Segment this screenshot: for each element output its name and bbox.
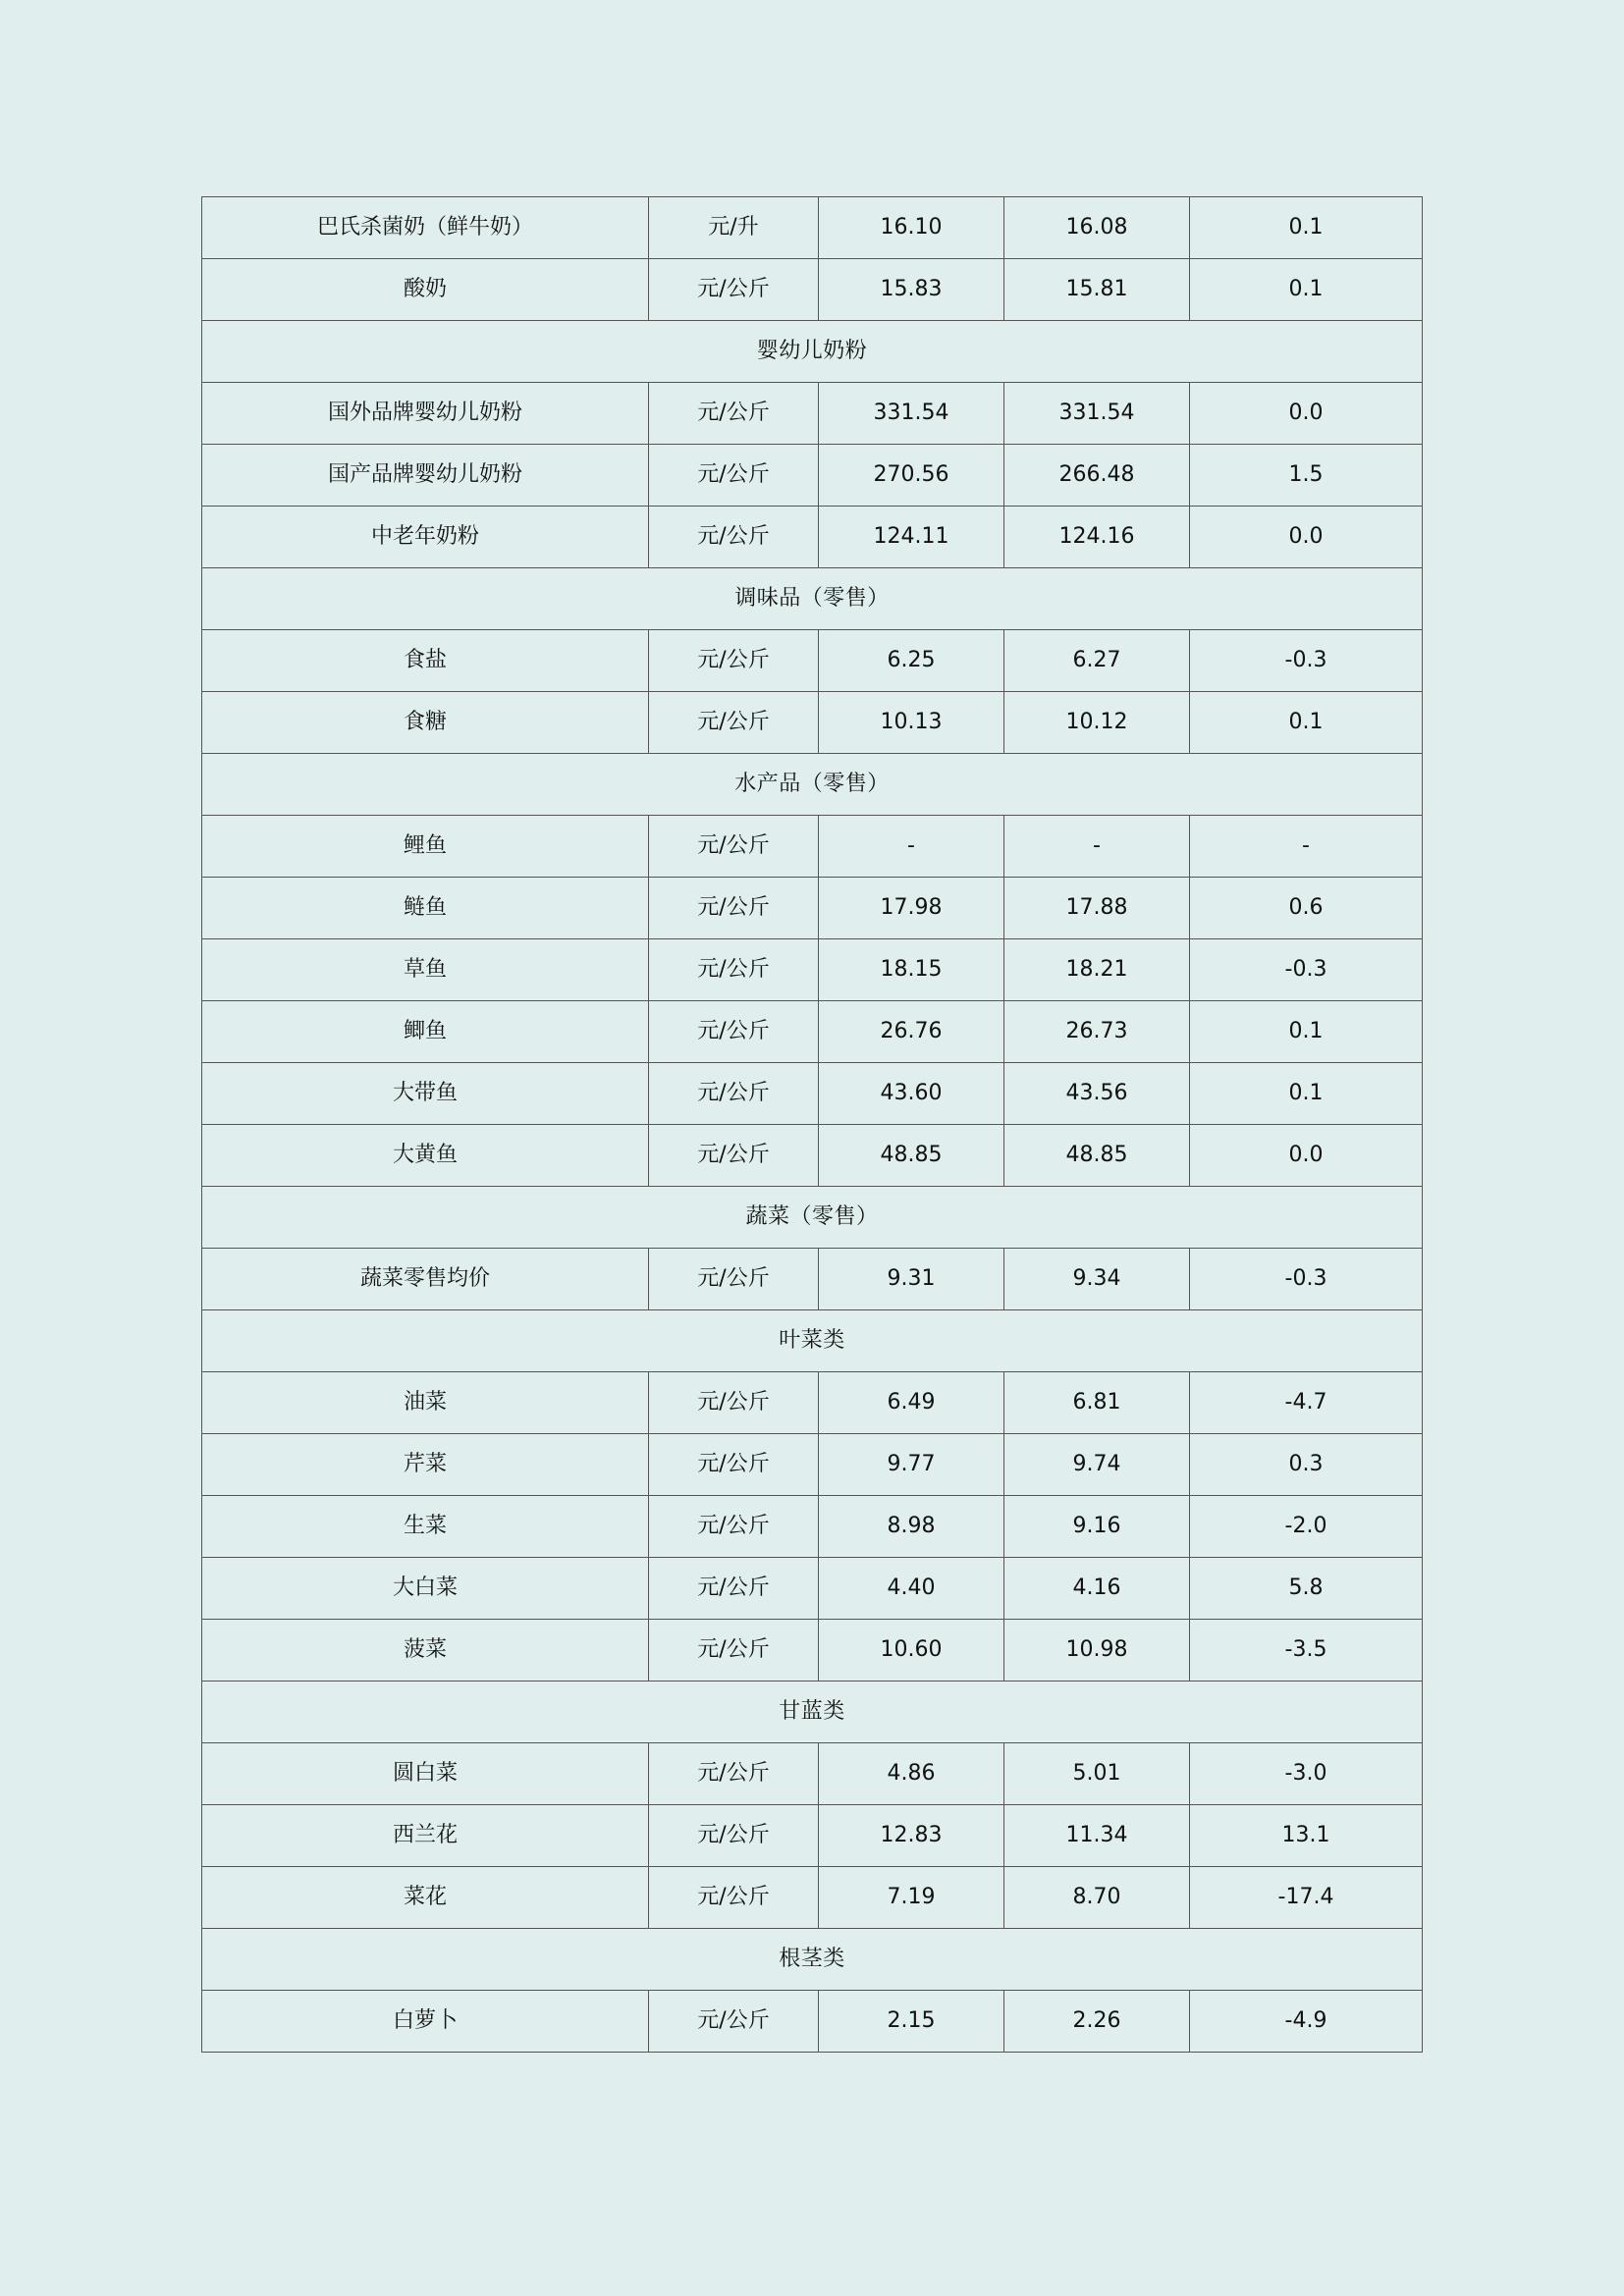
unit-cell: 元/公斤	[649, 1620, 819, 1682]
previous-price-cell: 26.73	[1004, 1001, 1190, 1063]
section-header-row	[202, 568, 1423, 630]
current-price-cell: 15.83	[819, 259, 1004, 321]
change-percent-cell: 0.3	[1190, 1434, 1423, 1496]
table-row	[202, 1620, 1423, 1682]
unit-cell: 元/升	[649, 197, 819, 259]
table-row	[202, 1867, 1423, 1929]
change-percent-cell: 0.1	[1190, 1001, 1423, 1063]
previous-price-cell: 6.81	[1004, 1372, 1190, 1434]
unit-cell: 元/公斤	[649, 1991, 819, 2053]
change-percent-cell: 5.8	[1190, 1558, 1423, 1620]
section-header-row	[202, 754, 1423, 816]
table-row	[202, 197, 1423, 259]
section-header-row	[202, 1682, 1423, 1743]
previous-price-cell: 11.34	[1004, 1805, 1190, 1867]
current-price-cell: 6.49	[819, 1372, 1004, 1434]
current-price-cell: 10.60	[819, 1620, 1004, 1682]
change-percent-cell: 1.5	[1190, 445, 1423, 507]
table-row	[202, 1496, 1423, 1558]
previous-price-cell: 16.08	[1004, 197, 1190, 259]
unit-cell: 元/公斤	[649, 383, 819, 445]
change-percent-cell: -0.3	[1190, 630, 1423, 692]
price-table-body	[202, 197, 1423, 2053]
unit-cell: 元/公斤	[649, 1001, 819, 1063]
change-percent-cell: -3.0	[1190, 1743, 1423, 1805]
change-percent-cell: 0.1	[1190, 197, 1423, 259]
current-price-cell: 48.85	[819, 1125, 1004, 1187]
previous-price-cell: 9.74	[1004, 1434, 1190, 1496]
item-name-cell: 国产品牌婴幼儿奶粉	[202, 445, 649, 507]
change-percent-cell: 0.1	[1190, 1063, 1423, 1125]
change-percent-cell: 13.1	[1190, 1805, 1423, 1867]
unit-cell: 元/公斤	[649, 507, 819, 568]
change-percent-cell: -17.4	[1190, 1867, 1423, 1929]
table-row	[202, 939, 1423, 1001]
unit-cell: 元/公斤	[649, 630, 819, 692]
section-header-row	[202, 1929, 1423, 1991]
item-name-cell: 大白菜	[202, 1558, 649, 1620]
change-percent-cell: -0.3	[1190, 939, 1423, 1001]
table-row	[202, 692, 1423, 754]
item-name-cell: 菜花	[202, 1867, 649, 1929]
change-percent-cell: -3.5	[1190, 1620, 1423, 1682]
item-name-cell: 国外品牌婴幼儿奶粉	[202, 383, 649, 445]
previous-price-cell: 8.70	[1004, 1867, 1190, 1929]
table-row	[202, 259, 1423, 321]
previous-price-cell: 43.56	[1004, 1063, 1190, 1125]
item-name-cell: 白萝卜	[202, 1991, 649, 2053]
section-title: 根茎类	[202, 1929, 1423, 1991]
unit-cell: 元/公斤	[649, 692, 819, 754]
item-name-cell: 蔬菜零售均价	[202, 1249, 649, 1310]
table-row	[202, 507, 1423, 568]
unit-cell: 元/公斤	[649, 878, 819, 939]
change-percent-cell: 0.1	[1190, 692, 1423, 754]
section-title: 婴幼儿奶粉	[202, 321, 1423, 383]
current-price-cell: 26.76	[819, 1001, 1004, 1063]
change-percent-cell: -2.0	[1190, 1496, 1423, 1558]
section-header-row	[202, 1310, 1423, 1372]
unit-cell: 元/公斤	[649, 1867, 819, 1929]
current-price-cell: 9.77	[819, 1434, 1004, 1496]
price-table	[201, 196, 1423, 2053]
table-row	[202, 1372, 1423, 1434]
change-percent-cell: 0.1	[1190, 259, 1423, 321]
previous-price-cell: 15.81	[1004, 259, 1190, 321]
current-price-cell: 2.15	[819, 1991, 1004, 2053]
previous-price-cell: 17.88	[1004, 878, 1190, 939]
table-row	[202, 1805, 1423, 1867]
current-price-cell: 331.54	[819, 383, 1004, 445]
current-price-cell: 124.11	[819, 507, 1004, 568]
unit-cell: 元/公斤	[649, 1805, 819, 1867]
current-price-cell: 270.56	[819, 445, 1004, 507]
item-name-cell: 草鱼	[202, 939, 649, 1001]
item-name-cell: 食糖	[202, 692, 649, 754]
unit-cell: 元/公斤	[649, 1496, 819, 1558]
previous-price-cell: 4.16	[1004, 1558, 1190, 1620]
change-percent-cell: 0.0	[1190, 383, 1423, 445]
change-percent-cell: -0.3	[1190, 1249, 1423, 1310]
unit-cell: 元/公斤	[649, 1434, 819, 1496]
unit-cell: 元/公斤	[649, 1558, 819, 1620]
current-price-cell: 9.31	[819, 1249, 1004, 1310]
table-row	[202, 1001, 1423, 1063]
table-row	[202, 1063, 1423, 1125]
section-header-row	[202, 321, 1423, 383]
item-name-cell: 酸奶	[202, 259, 649, 321]
previous-price-cell: 10.98	[1004, 1620, 1190, 1682]
unit-cell: 元/公斤	[649, 939, 819, 1001]
item-name-cell: 鲤鱼	[202, 816, 649, 878]
table-row	[202, 630, 1423, 692]
change-percent-cell: -	[1190, 816, 1423, 878]
item-name-cell: 生菜	[202, 1496, 649, 1558]
item-name-cell: 圆白菜	[202, 1743, 649, 1805]
item-name-cell: 芹菜	[202, 1434, 649, 1496]
table-row	[202, 1434, 1423, 1496]
previous-price-cell: 6.27	[1004, 630, 1190, 692]
change-percent-cell: -4.9	[1190, 1991, 1423, 2053]
previous-price-cell: 10.12	[1004, 692, 1190, 754]
previous-price-cell: 48.85	[1004, 1125, 1190, 1187]
current-price-cell: 16.10	[819, 197, 1004, 259]
table-row	[202, 1125, 1423, 1187]
section-title: 水产品（零售）	[202, 754, 1423, 816]
section-title: 甘蓝类	[202, 1682, 1423, 1743]
table-row	[202, 816, 1423, 878]
previous-price-cell: 124.16	[1004, 507, 1190, 568]
item-name-cell: 油菜	[202, 1372, 649, 1434]
change-percent-cell: 0.0	[1190, 507, 1423, 568]
unit-cell: 元/公斤	[649, 1063, 819, 1125]
item-name-cell: 巴氏杀菌奶（鲜牛奶）	[202, 197, 649, 259]
current-price-cell: 43.60	[819, 1063, 1004, 1125]
table-row	[202, 1743, 1423, 1805]
current-price-cell: -	[819, 816, 1004, 878]
current-price-cell: 17.98	[819, 878, 1004, 939]
unit-cell: 元/公斤	[649, 1249, 819, 1310]
table-row	[202, 878, 1423, 939]
previous-price-cell: 9.34	[1004, 1249, 1190, 1310]
current-price-cell: 7.19	[819, 1867, 1004, 1929]
unit-cell: 元/公斤	[649, 445, 819, 507]
section-title: 调味品（零售）	[202, 568, 1423, 630]
table-row	[202, 383, 1423, 445]
change-percent-cell: 0.0	[1190, 1125, 1423, 1187]
section-title: 蔬菜（零售）	[202, 1187, 1423, 1249]
previous-price-cell: -	[1004, 816, 1190, 878]
current-price-cell: 8.98	[819, 1496, 1004, 1558]
item-name-cell: 菠菜	[202, 1620, 649, 1682]
table-row	[202, 1558, 1423, 1620]
current-price-cell: 10.13	[819, 692, 1004, 754]
previous-price-cell: 331.54	[1004, 383, 1190, 445]
unit-cell: 元/公斤	[649, 1743, 819, 1805]
unit-cell: 元/公斤	[649, 1125, 819, 1187]
change-percent-cell: -4.7	[1190, 1372, 1423, 1434]
current-price-cell: 12.83	[819, 1805, 1004, 1867]
table-row	[202, 445, 1423, 507]
item-name-cell: 大黄鱼	[202, 1125, 649, 1187]
previous-price-cell: 266.48	[1004, 445, 1190, 507]
change-percent-cell: 0.6	[1190, 878, 1423, 939]
section-header-row	[202, 1187, 1423, 1249]
previous-price-cell: 9.16	[1004, 1496, 1190, 1558]
table-row	[202, 1249, 1423, 1310]
current-price-cell: 18.15	[819, 939, 1004, 1001]
current-price-cell: 4.40	[819, 1558, 1004, 1620]
item-name-cell: 中老年奶粉	[202, 507, 649, 568]
unit-cell: 元/公斤	[649, 259, 819, 321]
previous-price-cell: 5.01	[1004, 1743, 1190, 1805]
previous-price-cell: 2.26	[1004, 1991, 1190, 2053]
item-name-cell: 鲢鱼	[202, 878, 649, 939]
previous-price-cell: 18.21	[1004, 939, 1190, 1001]
item-name-cell: 大带鱼	[202, 1063, 649, 1125]
table-row	[202, 1991, 1423, 2053]
item-name-cell: 食盐	[202, 630, 649, 692]
unit-cell: 元/公斤	[649, 1372, 819, 1434]
unit-cell: 元/公斤	[649, 816, 819, 878]
section-title: 叶菜类	[202, 1310, 1423, 1372]
item-name-cell: 西兰花	[202, 1805, 649, 1867]
item-name-cell: 鲫鱼	[202, 1001, 649, 1063]
current-price-cell: 6.25	[819, 630, 1004, 692]
current-price-cell: 4.86	[819, 1743, 1004, 1805]
